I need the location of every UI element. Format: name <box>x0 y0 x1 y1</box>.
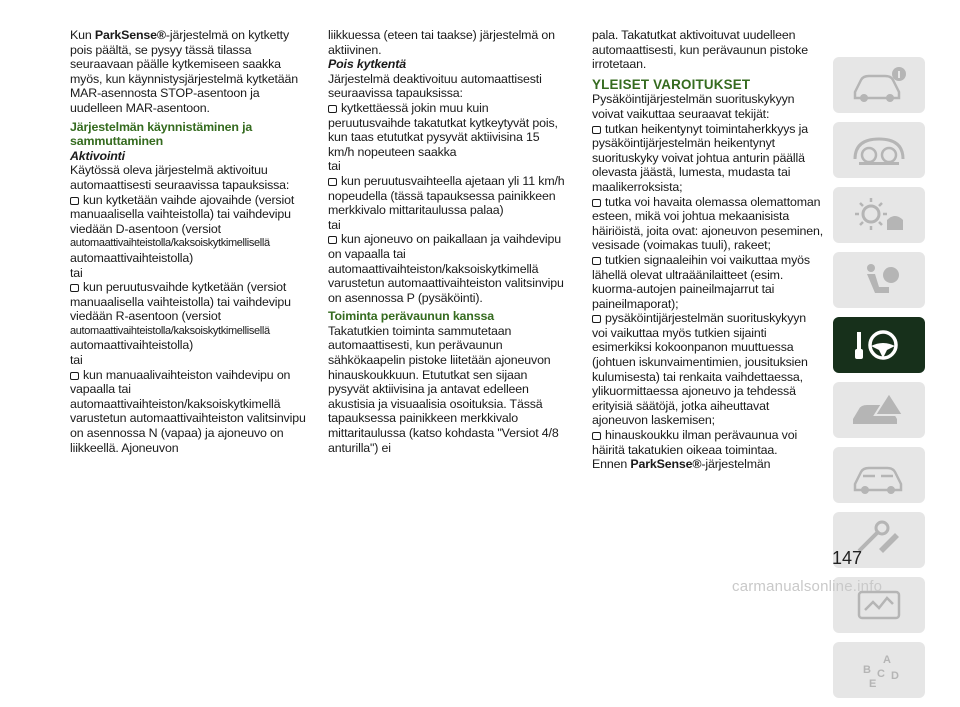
trailer-paragraph: Takatutkien toiminta sammutetaan automaattisesti, kun perävaunun sähkökaapelin pistoke liitetään ajoneuvon hinauskoukkuun. Etututkat sen sijaan pysyvät aktiivisina ja antavat edelleen akustisia ja visuaalisia osoituksia. Tässä tapauksessa painikkeen merkkivalo mittaritaulussa (katso kohdasta "Versiot 4/8 anturilla") ei <box>328 323 559 455</box>
tab-dashboard[interactable] <box>833 122 925 178</box>
brand-name: ParkSense® <box>94 28 166 42</box>
text-line: automaattivaihteistolla) <box>70 338 194 353</box>
index-letter: D <box>891 670 899 682</box>
bullet-icon <box>592 199 601 207</box>
text-line: automaattivaihteistolla) <box>70 250 194 265</box>
lights-icon <box>849 194 909 236</box>
section-heading-trailer: Toiminta perävaunun kanssa <box>328 309 494 324</box>
service-car-icon <box>849 454 909 496</box>
bullet-item: kytkettäessä jokin muu kuin peruutusvaihde takatutkat kytkeytyvät pois, kun taas etututkat pysyvät aktiivisina 15 km/h nopeuteen saakka <box>328 100 558 159</box>
or-text: tai <box>70 265 83 280</box>
bullet-item: kun peruutusvaihteella ajetaan yli 11 km/h nopeudella (tässä tapauksessa painikkeen merkkivalo mittaritaulussa palaa) <box>328 173 565 218</box>
bullet-icon <box>328 105 337 113</box>
paragraph-intro: Kun ParkSense®-järjestelmä on kytketty pois päältä, se pysyy tässä tilassa seuraavaan päälle kytkemiseen saakka myös, kun käynnistysjärjestelmä kytketään MAR-asennosta STOP-asentoon ja uudelleen MAR-asentoon. <box>70 28 298 115</box>
or-text: tai <box>328 217 341 232</box>
text-continuation: liikkuessa (eteen tai taakse) järjestelmä on aktiivinen. <box>328 28 555 57</box>
tab-airbag[interactable] <box>833 252 925 308</box>
bullet-icon <box>328 236 337 244</box>
chapter-tabs <box>833 57 925 707</box>
bullet-item: kun kytketään vaihde ajovaihde (versiot manuaalisella vaihteistolla) tai vaihdevipu viedään D-asentoon (versiot <box>70 192 295 236</box>
section-heading: Järjestelmän käynnistäminen ja sammuttaminen <box>70 119 253 149</box>
car-info-icon <box>849 64 909 106</box>
bullet-icon <box>70 284 79 292</box>
text-line: Ennen ParkSense®-järjestelmän <box>592 457 771 472</box>
watermark: carmanualsonline.info <box>732 578 883 595</box>
tab-service[interactable] <box>833 447 925 503</box>
activation-intro: Käytössä oleva järjestelmä aktivoituu automaattisesti seuraavissa tapauksissa: <box>70 163 290 192</box>
brand-name: ParkSense® <box>630 457 702 472</box>
warnings-intro: Pysäköintijärjestelmän suorituskykyyn voivat vaikuttaa seuraavat tekijät: <box>592 92 795 121</box>
small-line: automaattivaihteistolla/kaksoiskytkimellisellä <box>70 324 270 337</box>
bullet-item: kun ajoneuvo on paikallaan ja vaihdevipu on vapaalla tai automaattivaihteiston/kaksoiskytkimellä varustetun automaattivaihteiston valitsinvipu on asennossa P (pysäköinti). <box>328 232 564 305</box>
text-continuation: pala. Takatutkat aktivoituvat uudelleen automaattisesti, kun perävaunun pistoke irrotetaan. <box>592 28 808 72</box>
or-text: tai <box>70 353 83 368</box>
index-letter: C <box>877 668 885 680</box>
column-2 <box>328 28 566 455</box>
dashboard-icon <box>849 129 909 171</box>
bullet-item: kun peruutusvaihde kytketään (versiot manuaalisella vaihteistolla) tai vaihdevipu viedään R-asentoon (versiot <box>70 280 291 324</box>
tab-emergency[interactable] <box>833 382 925 438</box>
bullet-item: tutkien signaaleihin voi vaikuttaa myös lähellä olevat ultraäänilaitteet (esim. kuorma-autojen paineilmajarrut tai paineilmaporat); <box>592 252 810 311</box>
key-steering-icon <box>849 324 909 366</box>
airbag-icon <box>849 259 909 301</box>
tab-lights[interactable] <box>833 187 925 243</box>
subheading-activation: Aktivointi <box>70 148 125 163</box>
bullet-item: tutkan heikentynyt toimintaherkkyys ja pysäköintijärjestelmän heikentynyt suorituskyky voivat johtua anturin päällä olevasta jäästä, lumesta, mudasta tai maalikerroksista; <box>592 121 808 194</box>
index-letter: A <box>883 654 891 666</box>
index-icon <box>849 649 909 691</box>
tab-car-info[interactable] <box>833 57 925 113</box>
section-heading-warnings: YLEISET VAROITUKSET <box>592 76 751 92</box>
bullet-icon <box>70 372 79 380</box>
bullet-item: kun manuaalivaihteiston vaihdevipu on vapaalla tai automaattivaihteiston/kaksoiskytkimellä varustetun automaattivaihteiston valitsinvipu on asennossa N (vapaa) ja ajoneuvo on liikkeellä. Ajoneuvon <box>70 367 306 455</box>
bullet-item: tutka voi havaita olemassa olemattoman esteen, mikä voi johtua mekaanisista häiriöistä, joita ovat: ajoneuvon peseminen, vesisade (voimakas tuuli), rakeet; <box>592 194 824 253</box>
bullet-item: hinauskoukku ilman perävaunua voi häiritä takatukien oikeaa toimintaa. <box>592 428 798 457</box>
page-number: 147 <box>832 548 863 568</box>
subheading-deactivation: Pois kytkentä <box>328 57 406 72</box>
bullet-icon <box>70 197 79 205</box>
bullet-icon <box>592 126 601 134</box>
tab-index[interactable] <box>833 642 925 698</box>
index-letter: B <box>863 664 871 676</box>
deactivation-intro: Järjestelmä deaktivoituu automaattisesti seuraavissa tapauksissa: <box>328 71 542 101</box>
warning-car-icon <box>849 389 909 431</box>
bullet-icon <box>592 315 601 323</box>
bullet-icon <box>328 178 337 186</box>
small-line: automaattivaihteistolla/kaksoiskytkimellisellä <box>70 237 270 250</box>
index-letter: E <box>869 678 877 690</box>
tab-starting-driving[interactable] <box>833 317 925 373</box>
column-3 <box>592 28 824 472</box>
column-1 <box>70 28 308 455</box>
bullet-icon <box>592 257 601 265</box>
bullet-icon <box>592 432 601 440</box>
or-text: tai <box>328 159 341 174</box>
bullet-item: pysäköintijärjestelmän suorituskykyyn voi vaikuttaa myös tutkien sijainti esimerkiksi kokoonpanon muuttuessa (johtuen iskunvaimentimien, jousituksien kulumisesta) tai renkaita vaihdettaessa, ylikuormittaessa ajoneuvo ja tehdessä erityisiä säätöjä, jotka aiheuttavat ajoneuvon laskemisen; <box>592 311 808 428</box>
